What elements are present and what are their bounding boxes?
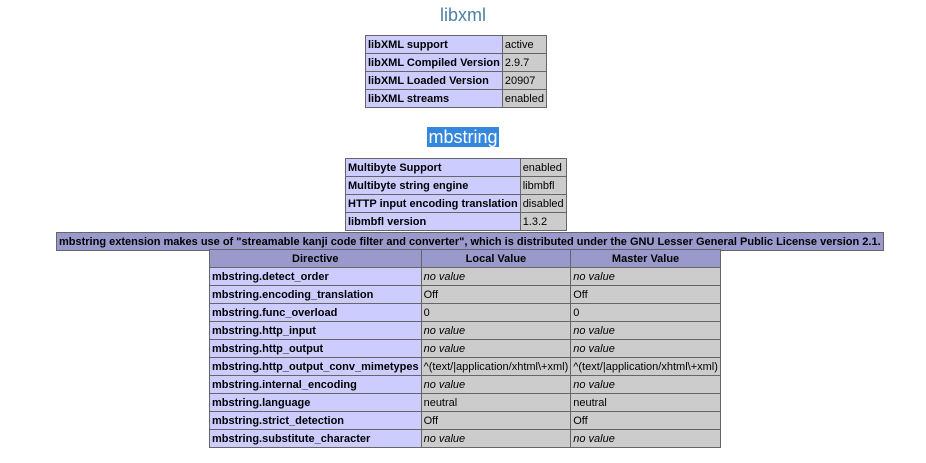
mbstring-row [346, 159, 567, 177]
local-value-text: ^(text/|application/xhtml\+xml) [423, 360, 569, 373]
libxml-row [366, 54, 547, 72]
mbstring-value: disabled [520, 195, 566, 213]
mbstring-key: Multibyte string engine [346, 177, 521, 195]
libxml-value: enabled [502, 90, 546, 108]
directive-name: mbstring.detect_order [210, 268, 422, 286]
libxml-key: libXML support [366, 36, 503, 54]
libxml-row [366, 72, 547, 90]
libxml-row [366, 36, 547, 54]
mbstring-value: libmbfl [520, 177, 566, 195]
local-value-text: no value [423, 342, 466, 355]
directives-table [209, 249, 721, 448]
mbstring-key: HTTP input encoding translation [346, 195, 521, 213]
master-value-text: neutral [573, 396, 607, 409]
master-value-cell [571, 430, 721, 448]
local-value-text: no value [423, 270, 466, 283]
directive-name: mbstring.internal_encoding [210, 376, 422, 394]
mbstring-row [346, 213, 567, 231]
master-value-cell [571, 322, 721, 340]
master-value-column-header: Master Value [571, 250, 721, 268]
master-value-text: Off [573, 414, 588, 427]
master-value-cell [571, 412, 721, 430]
local-value-text: 0 [423, 306, 430, 319]
libxml-value: 2.9.7 [502, 54, 546, 72]
master-value-text: no value [573, 378, 615, 391]
master-value-text: 0 [573, 306, 580, 319]
libxml-heading-text: libxml [439, 5, 486, 25]
libxml-row [366, 90, 547, 108]
directive-row [210, 430, 721, 448]
libxml-value: 20907 [502, 72, 546, 90]
local-value-cell [421, 376, 571, 394]
directive-name: mbstring.strict_detection [210, 412, 422, 430]
master-value-text: no value [573, 270, 615, 283]
mbstring-value: 1.3.2 [520, 213, 566, 231]
directive-column-header: Directive [210, 250, 422, 268]
directive-row [210, 322, 721, 340]
directive-row [210, 412, 721, 430]
master-value-text: Off [573, 288, 588, 301]
local-value-cell [421, 412, 571, 430]
local-value-cell [421, 358, 571, 376]
directive-name: mbstring.http_output_conv_mimetypes [210, 358, 422, 376]
mbstring-key: libmbfl version [346, 213, 521, 231]
directives-header-row [210, 250, 721, 268]
libxml-key: libXML Loaded Version [366, 72, 503, 90]
local-value-text: no value [423, 378, 466, 391]
master-value-cell [571, 286, 721, 304]
local-value-cell [421, 268, 571, 286]
directive-row [210, 304, 721, 322]
directive-name: mbstring.language [210, 394, 422, 412]
local-value-cell [421, 394, 571, 412]
local-value-cell [421, 322, 571, 340]
local-value-text: Off [423, 288, 439, 301]
directive-row [210, 268, 721, 286]
libxml-key: libXML streams [366, 90, 503, 108]
master-value-text: no value [573, 342, 615, 355]
directive-row [210, 376, 721, 394]
master-value-cell [571, 358, 721, 376]
directive-name: mbstring.http_input [210, 322, 422, 340]
notice-row [57, 233, 884, 251]
mbstring-table [345, 158, 567, 231]
directive-name: mbstring.encoding_translation [210, 286, 422, 304]
master-value-text: ^(text/|application/xhtml\+xml) [573, 360, 718, 373]
local-value-text: no value [423, 432, 466, 445]
master-value-cell [571, 268, 721, 286]
master-value-cell [571, 376, 721, 394]
directive-name: mbstring.http_output [210, 340, 422, 358]
master-value-cell [571, 304, 721, 322]
directive-row [210, 358, 721, 376]
libxml-value: active [502, 36, 546, 54]
local-value-text: neutral [423, 396, 458, 409]
mbstring-row [346, 195, 567, 213]
mbstring-value: enabled [520, 159, 566, 177]
libxml-key: libXML Compiled Version [366, 54, 503, 72]
libxml-heading[interactable] [0, 4, 926, 26]
local-value-column-header: Local Value [421, 250, 571, 268]
directive-row [210, 340, 721, 358]
master-value-cell [571, 340, 721, 358]
mbstring-key: Multibyte Support [346, 159, 521, 177]
local-value-cell [421, 340, 571, 358]
directive-row [210, 286, 721, 304]
mbstring-row [346, 177, 567, 195]
mbstring-heading-text: mbstring [428, 127, 498, 147]
master-value-cell [571, 394, 721, 412]
license-notice: mbstring extension makes use of "streamable kanji code filter and converter", which is distributed under the GNU Lesser General Public License version 2.1. [57, 233, 884, 251]
local-value-text: no value [423, 324, 466, 337]
master-value-text: no value [573, 324, 615, 337]
directive-name: mbstring.func_overload [210, 304, 422, 322]
local-value-cell [421, 286, 571, 304]
master-value-text: no value [573, 432, 615, 445]
local-value-cell [421, 430, 571, 448]
directive-row [210, 394, 721, 412]
local-value-text: Off [423, 414, 439, 427]
mbstring-heading[interactable] [0, 126, 926, 148]
local-value-cell [421, 304, 571, 322]
directive-name: mbstring.substitute_character [210, 430, 422, 448]
libxml-table [365, 35, 547, 108]
